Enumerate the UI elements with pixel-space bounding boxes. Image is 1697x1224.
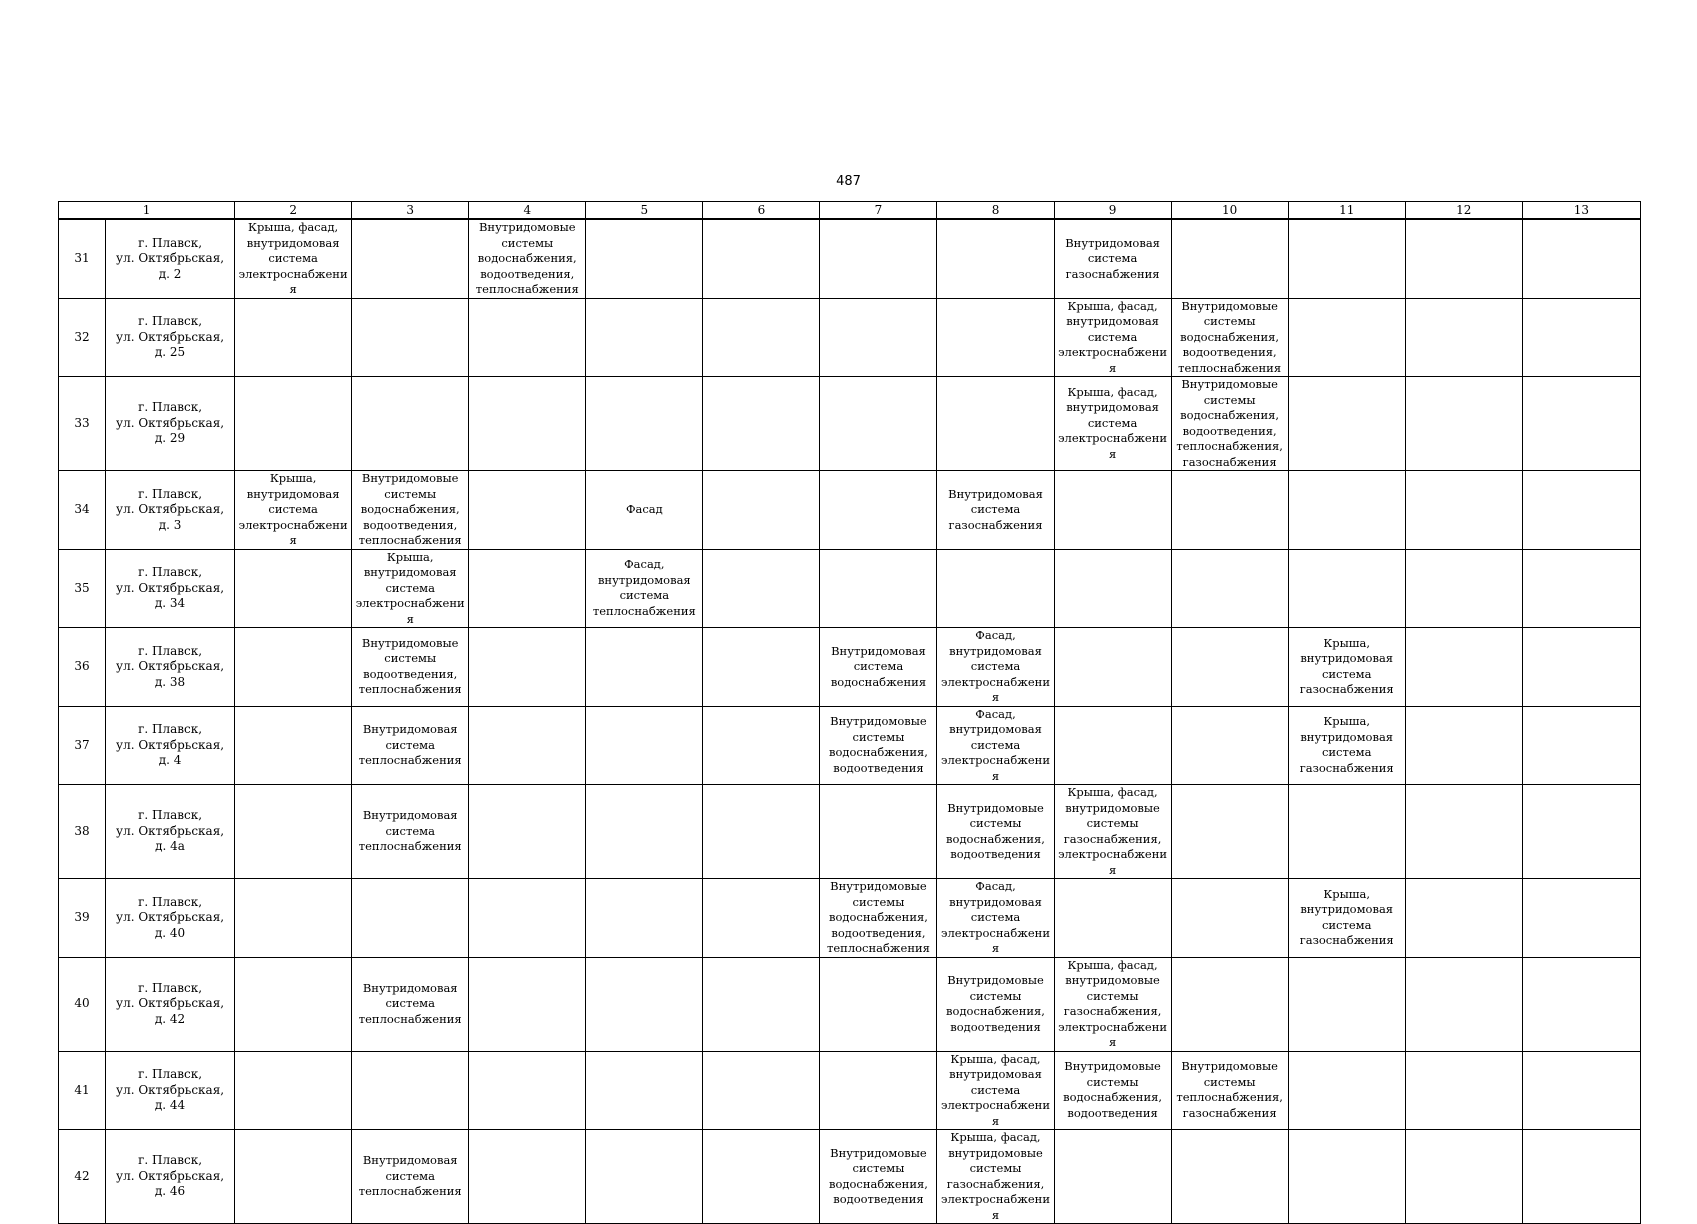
work-cell-col-7 [820, 219, 937, 298]
work-cell-col-10 [1171, 785, 1288, 879]
row-number: 33 [59, 377, 106, 471]
row-number: 35 [59, 549, 106, 628]
column-header-11: 11 [1288, 202, 1405, 220]
work-cell-col-3 [352, 377, 469, 471]
work-cell-col-6 [703, 1130, 820, 1224]
work-cell-col-4 [469, 549, 586, 628]
column-header-10: 10 [1171, 202, 1288, 220]
work-cell-col-10 [1171, 549, 1288, 628]
address-cell: г. Плавск, ул. Октябрьская, д. 34 [106, 549, 235, 628]
work-cell-col-12 [1405, 377, 1522, 471]
work-cell-col-9: Внутридомовые системы водоснабжения, водоотведения [1054, 1051, 1171, 1130]
work-cell-col-9: Крыша, фасад, внутридомовая система электроснабжения [1054, 377, 1171, 471]
work-cell-col-8: Фасад, внутридомовая система электроснабжения [937, 879, 1054, 958]
work-cell-col-6 [703, 298, 820, 377]
table-row [59, 471, 1641, 550]
row-number: 34 [59, 471, 106, 550]
column-header-1: 1 [59, 202, 235, 220]
work-cell-col-6 [703, 628, 820, 707]
column-header-8: 8 [937, 202, 1054, 220]
work-cell-col-4 [469, 879, 586, 958]
work-cell-col-8 [937, 298, 1054, 377]
work-cell-col-13 [1522, 377, 1640, 471]
work-cell-col-3: Внутридомовая система теплоснабжения [352, 1130, 469, 1224]
work-cell-col-2: Крыша, внутридомовая система электроснабжения [235, 471, 352, 550]
work-cell-col-6 [703, 706, 820, 785]
work-cell-col-12 [1405, 706, 1522, 785]
work-cell-col-9 [1054, 706, 1171, 785]
work-cell-col-10 [1171, 471, 1288, 550]
work-cell-col-13 [1522, 957, 1640, 1051]
work-cell-col-2 [235, 1130, 352, 1224]
work-cell-col-5 [586, 628, 703, 707]
column-header-13: 13 [1522, 202, 1640, 220]
work-cell-col-7: Внутридомовые системы водоснабжения, водоотведения [820, 1130, 937, 1224]
work-cell-col-9: Крыша, фасад, внутридомовые системы газоснабжения, электроснабжения [1054, 957, 1171, 1051]
work-cell-col-8: Внутридомовые системы водоснабжения, водоотведения [937, 957, 1054, 1051]
work-cell-col-10 [1171, 628, 1288, 707]
work-cell-col-4: Внутридомовые системы водоснабжения, водоотведения, теплоснабжения [469, 219, 586, 298]
work-cell-col-6 [703, 549, 820, 628]
work-cell-col-5: Фасад, внутридомовая система теплоснабжения [586, 549, 703, 628]
work-cell-col-10 [1171, 1130, 1288, 1224]
work-cell-col-2 [235, 549, 352, 628]
work-cell-col-4 [469, 1130, 586, 1224]
work-cell-col-6 [703, 377, 820, 471]
work-cell-col-2 [235, 298, 352, 377]
work-cell-col-13 [1522, 219, 1640, 298]
work-cell-col-4 [469, 957, 586, 1051]
work-cell-col-7 [820, 549, 937, 628]
table-row [59, 628, 1641, 707]
column-header-5: 5 [586, 202, 703, 220]
work-cell-col-6 [703, 471, 820, 550]
table-row [59, 957, 1641, 1051]
work-cell-col-5 [586, 1130, 703, 1224]
address-cell: г. Плавск, ул. Октябрьская, д. 38 [106, 628, 235, 707]
work-cell-col-9 [1054, 1130, 1171, 1224]
work-cell-col-10 [1171, 879, 1288, 958]
table-row [59, 1130, 1641, 1224]
work-cell-col-8 [937, 549, 1054, 628]
work-cell-col-8: Фасад, внутридомовая система электроснабжения [937, 706, 1054, 785]
column-header-9: 9 [1054, 202, 1171, 220]
work-cell-col-12 [1405, 219, 1522, 298]
address-cell: г. Плавск, ул. Октябрьская, д. 40 [106, 879, 235, 958]
work-cell-col-2 [235, 785, 352, 879]
column-header-6: 6 [703, 202, 820, 220]
work-cell-col-7 [820, 377, 937, 471]
work-cell-col-7: Внутридомовые системы водоснабжения, водоотведения [820, 706, 937, 785]
work-cell-col-13 [1522, 1130, 1640, 1224]
work-cell-col-7 [820, 1051, 937, 1130]
work-cell-col-10 [1171, 706, 1288, 785]
work-cell-col-5: Фасад [586, 471, 703, 550]
work-cell-col-7 [820, 471, 937, 550]
work-cell-col-6 [703, 957, 820, 1051]
work-cell-col-5 [586, 957, 703, 1051]
page-number: 487 [836, 174, 861, 189]
work-cell-col-3: Внутридомовые системы водоотведения, теплоснабжения [352, 628, 469, 707]
work-cell-col-9 [1054, 471, 1171, 550]
table-row [59, 298, 1641, 377]
table-row [59, 219, 1641, 298]
address-cell: г. Плавск, ул. Октябрьская, д. 25 [106, 298, 235, 377]
work-cell-col-7 [820, 785, 937, 879]
work-cell-col-7: Внутридомовая система водоснабжения [820, 628, 937, 707]
work-cell-col-4 [469, 628, 586, 707]
work-cell-col-13 [1522, 706, 1640, 785]
column-header-row [59, 202, 1641, 220]
work-cell-col-12 [1405, 785, 1522, 879]
work-cell-col-4 [469, 377, 586, 471]
work-cell-col-11 [1288, 298, 1405, 377]
work-cell-col-11: Крыша, внутридомовая система газоснабжения [1288, 879, 1405, 958]
table-row [59, 549, 1641, 628]
address-cell: г. Плавск, ул. Октябрьская, д. 46 [106, 1130, 235, 1224]
column-header-7: 7 [820, 202, 937, 220]
work-cell-col-12 [1405, 1051, 1522, 1130]
work-cell-col-2 [235, 1051, 352, 1130]
work-cell-col-2: Крыша, фасад, внутридомовая система электроснабжения [235, 219, 352, 298]
work-cell-col-11 [1288, 219, 1405, 298]
work-cell-col-13 [1522, 1051, 1640, 1130]
work-cell-col-10 [1171, 219, 1288, 298]
work-cell-col-4 [469, 471, 586, 550]
work-cell-col-12 [1405, 298, 1522, 377]
work-cell-col-8: Фасад, внутридомовая система электроснабжения [937, 628, 1054, 707]
work-cell-col-9 [1054, 549, 1171, 628]
column-header-2: 2 [235, 202, 352, 220]
work-cell-col-8: Внутридомовая система газоснабжения [937, 471, 1054, 550]
work-cell-col-2 [235, 879, 352, 958]
row-number: 36 [59, 628, 106, 707]
work-cell-col-13 [1522, 628, 1640, 707]
row-number: 37 [59, 706, 106, 785]
column-header-3: 3 [352, 202, 469, 220]
address-cell: г. Плавск, ул. Октябрьская, д. 2 [106, 219, 235, 298]
work-cell-col-12 [1405, 879, 1522, 958]
work-cell-col-13 [1522, 785, 1640, 879]
work-cell-col-8 [937, 377, 1054, 471]
work-cell-col-3: Внутридомовая система теплоснабжения [352, 706, 469, 785]
work-cell-col-6 [703, 1051, 820, 1130]
work-cell-col-5 [586, 1051, 703, 1130]
work-cell-col-2 [235, 377, 352, 471]
work-cell-col-13 [1522, 879, 1640, 958]
work-cell-col-6 [703, 219, 820, 298]
work-cell-col-3: Внутридомовая система теплоснабжения [352, 957, 469, 1051]
work-cell-col-12 [1405, 549, 1522, 628]
work-cell-col-12 [1405, 471, 1522, 550]
work-cell-col-11 [1288, 785, 1405, 879]
row-number: 32 [59, 298, 106, 377]
table-row [59, 377, 1641, 471]
work-cell-col-5 [586, 298, 703, 377]
work-cell-col-13 [1522, 549, 1640, 628]
work-cell-col-5 [586, 785, 703, 879]
table-row [59, 785, 1641, 879]
row-number: 42 [59, 1130, 106, 1224]
work-cell-col-13 [1522, 298, 1640, 377]
work-cell-col-13 [1522, 471, 1640, 550]
work-cell-col-7 [820, 298, 937, 377]
table-row [59, 879, 1641, 958]
work-cell-col-10: Внутридомовые системы теплоснабжения, газоснабжения [1171, 1051, 1288, 1130]
work-cell-col-4 [469, 706, 586, 785]
address-cell: г. Плавск, ул. Октябрьская, д. 3 [106, 471, 235, 550]
work-cell-col-3 [352, 219, 469, 298]
work-cell-col-8: Крыша, фасад, внутридомовые системы газоснабжения, электроснабжения [937, 1130, 1054, 1224]
work-cell-col-3 [352, 879, 469, 958]
work-cell-col-10: Внутридомовые системы водоснабжения, водоотведения, теплоснабжения, газоснабжения [1171, 377, 1288, 471]
work-cell-col-5 [586, 879, 703, 958]
work-cell-col-4 [469, 298, 586, 377]
work-cell-col-9 [1054, 628, 1171, 707]
work-cell-col-11 [1288, 1130, 1405, 1224]
work-cell-col-12 [1405, 957, 1522, 1051]
work-cell-col-9 [1054, 879, 1171, 958]
work-cell-col-2 [235, 628, 352, 707]
work-cell-col-8 [937, 219, 1054, 298]
work-cell-col-2 [235, 706, 352, 785]
work-cell-col-5 [586, 706, 703, 785]
work-cell-col-12 [1405, 1130, 1522, 1224]
table-row [59, 1051, 1641, 1130]
work-cell-col-11 [1288, 471, 1405, 550]
work-cell-col-12 [1405, 628, 1522, 707]
work-cell-col-4 [469, 1051, 586, 1130]
work-cell-col-10 [1171, 957, 1288, 1051]
work-cell-col-3: Внутридомовые системы водоснабжения, водоотведения, теплоснабжения [352, 471, 469, 550]
work-cell-col-3: Внутридомовая система теплоснабжения [352, 785, 469, 879]
row-number: 41 [59, 1051, 106, 1130]
work-cell-col-11: Крыша, внутридомовая система газоснабжения [1288, 706, 1405, 785]
address-cell: г. Плавск, ул. Октябрьская, д. 4 [106, 706, 235, 785]
work-cell-col-3 [352, 1051, 469, 1130]
work-cell-col-9: Крыша, фасад, внутридомовые системы газоснабжения, электроснабжения [1054, 785, 1171, 879]
row-number: 40 [59, 957, 106, 1051]
work-cell-col-3: Крыша, внутридомовая система электроснабжения [352, 549, 469, 628]
work-cell-col-5 [586, 377, 703, 471]
work-cell-col-11 [1288, 377, 1405, 471]
work-cell-col-2 [235, 957, 352, 1051]
work-cell-col-11 [1288, 1051, 1405, 1130]
row-number: 39 [59, 879, 106, 958]
work-cell-col-6 [703, 785, 820, 879]
work-cell-col-4 [469, 785, 586, 879]
address-cell: г. Плавск, ул. Октябрьская, д. 29 [106, 377, 235, 471]
work-cell-col-7 [820, 957, 937, 1051]
address-cell: г. Плавск, ул. Октябрьская, д. 42 [106, 957, 235, 1051]
row-number: 38 [59, 785, 106, 879]
work-cell-col-7: Внутридомовые системы водоснабжения, водоотведения, теплоснабжения [820, 879, 937, 958]
work-cell-col-6 [703, 879, 820, 958]
address-cell: г. Плавск, ул. Октябрьская, д. 44 [106, 1051, 235, 1130]
column-header-4: 4 [469, 202, 586, 220]
work-cell-col-11: Крыша, внутридомовая система газоснабжения [1288, 628, 1405, 707]
work-cell-col-9: Внутридомовая система газоснабжения [1054, 219, 1171, 298]
work-cell-col-11 [1288, 549, 1405, 628]
column-header-12: 12 [1405, 202, 1522, 220]
address-cell: г. Плавск, ул. Октябрьская, д. 4а [106, 785, 235, 879]
work-cell-col-11 [1288, 957, 1405, 1051]
work-cell-col-8: Внутридомовые системы водоснабжения, водоотведения [937, 785, 1054, 879]
work-cell-col-5 [586, 219, 703, 298]
capital-repair-schedule-table [58, 201, 1641, 1224]
work-cell-col-10: Внутридомовые системы водоснабжения, водоотведения, теплоснабжения [1171, 298, 1288, 377]
table-row [59, 706, 1641, 785]
work-cell-col-8: Крыша, фасад, внутридомовая система электроснабжения [937, 1051, 1054, 1130]
work-cell-col-9: Крыша, фасад, внутридомовая система электроснабжения [1054, 298, 1171, 377]
row-number: 31 [59, 219, 106, 298]
work-cell-col-3 [352, 298, 469, 377]
